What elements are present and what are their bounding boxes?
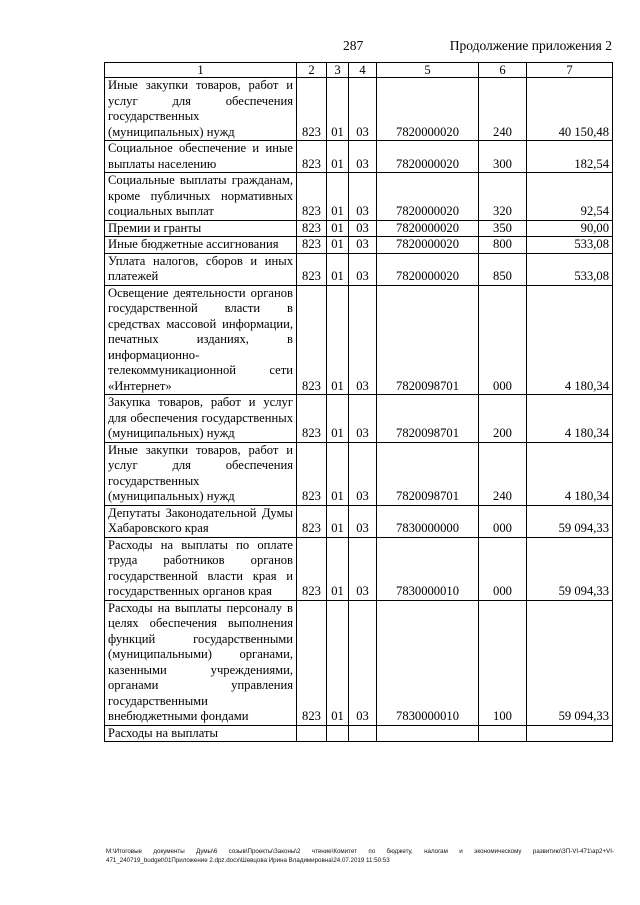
column-header: 6: [479, 63, 527, 78]
code-subsection: 03: [349, 237, 377, 254]
column-header: 5: [377, 63, 479, 78]
expense-item-name: Иные бюджетные ассигнования: [105, 237, 297, 254]
column-header: 1: [105, 63, 297, 78]
table-row: [105, 600, 613, 725]
expense-item-name: Уплата налогов, сборов и иных платежей: [105, 253, 297, 285]
code-section: 01: [327, 78, 349, 141]
code-target-article: 7820098701: [377, 395, 479, 443]
expense-item-name: Социальное обеспечение и иные выплаты населению: [105, 141, 297, 173]
code-grbs: 823: [297, 78, 327, 141]
amount: 92,54: [527, 173, 613, 221]
expense-item-name: Иные закупки товаров, работ и услуг для обеспечения государственных (муниципальных) нужд: [105, 78, 297, 141]
amount: 40 150,48: [527, 78, 613, 141]
table-row: [105, 253, 613, 285]
code-section: 01: [327, 141, 349, 173]
code-expense-type: 100: [479, 600, 527, 725]
budget-table: [104, 62, 613, 742]
table-row: [105, 537, 613, 600]
page-number: 287: [343, 38, 364, 53]
code-grbs: 823: [297, 141, 327, 173]
code-target-article: [377, 725, 479, 742]
code-expense-type: 320: [479, 173, 527, 221]
amount: 533,08: [527, 253, 613, 285]
code-target-article: 7830000010: [377, 600, 479, 725]
code-subsection: 03: [349, 220, 377, 237]
code-grbs: 823: [297, 220, 327, 237]
expense-item-name: Социальные выплаты гражданам, кроме публичных нормативных социальных выплат: [105, 173, 297, 221]
code-grbs: 823: [297, 173, 327, 221]
expense-item-name: Премии и гранты: [105, 220, 297, 237]
code-section: [327, 725, 349, 742]
code-target-article: 7820000020: [377, 220, 479, 237]
code-grbs: 823: [297, 505, 327, 537]
code-section: 01: [327, 285, 349, 395]
expense-item-name: Расходы на выплаты: [105, 725, 297, 742]
code-expense-type: 300: [479, 141, 527, 173]
code-subsection: 03: [349, 285, 377, 395]
amount: 4 180,34: [527, 395, 613, 443]
column-header: 4: [349, 63, 377, 78]
table-row: [105, 395, 613, 443]
expense-item-name: Депутаты Законодательной Думы Хабаровского края: [105, 505, 297, 537]
code-target-article: 7820098701: [377, 285, 479, 395]
table-row: [105, 442, 613, 505]
code-target-article: 7820000020: [377, 253, 479, 285]
code-subsection: 03: [349, 442, 377, 505]
amount: 533,08: [527, 237, 613, 254]
code-expense-type: 240: [479, 442, 527, 505]
table-row: [105, 725, 613, 742]
code-expense-type: 000: [479, 285, 527, 395]
code-subsection: 03: [349, 537, 377, 600]
table-row: [105, 505, 613, 537]
amount: [527, 725, 613, 742]
code-target-article: 7820000020: [377, 173, 479, 221]
code-section: 01: [327, 505, 349, 537]
column-header: 7: [527, 63, 613, 78]
table-row: [105, 285, 613, 395]
code-subsection: 03: [349, 395, 377, 443]
code-expense-type: 240: [479, 78, 527, 141]
amount: 59 094,33: [527, 537, 613, 600]
code-grbs: 823: [297, 253, 327, 285]
expense-item-name: Закупка товаров, работ и услуг для обеспечения государственных (муниципальных) нужд: [105, 395, 297, 443]
code-target-article: 7830000000: [377, 505, 479, 537]
amount: 4 180,34: [527, 285, 613, 395]
code-grbs: 823: [297, 600, 327, 725]
amount: 59 094,33: [527, 505, 613, 537]
column-header: 2: [297, 63, 327, 78]
column-header: 3: [327, 63, 349, 78]
document-path-footer: M:\Итоговые документы Думы\6 созыв\Проекты\Законы\2 чтение\Комитет по бюджету, налогам и экономическому развитию\ЗП-VI-471\ар2+VI-471_240719_budget\01Приложение 2.dpz.docx\Шевцова Ирина Владимировна\24.07.2019 11:50:53: [106, 848, 614, 864]
code-section: 01: [327, 537, 349, 600]
code-grbs: [297, 725, 327, 742]
code-expense-type: [479, 725, 527, 742]
code-section: 01: [327, 600, 349, 725]
code-section: 01: [327, 253, 349, 285]
code-subsection: 03: [349, 600, 377, 725]
code-subsection: 03: [349, 253, 377, 285]
code-target-article: 7820098701: [377, 442, 479, 505]
amount: 59 094,33: [527, 600, 613, 725]
code-subsection: 03: [349, 173, 377, 221]
code-subsection: 03: [349, 505, 377, 537]
table-row: [105, 78, 613, 141]
expense-item-name: Иные закупки товаров, работ и услуг для обеспечения государственных (муниципальных) нужд: [105, 442, 297, 505]
code-target-article: 7820000020: [377, 141, 479, 173]
code-grbs: 823: [297, 442, 327, 505]
table-header-row: [105, 63, 613, 78]
code-expense-type: 350: [479, 220, 527, 237]
code-expense-type: 000: [479, 505, 527, 537]
code-expense-type: 000: [479, 537, 527, 600]
code-target-article: 7830000010: [377, 537, 479, 600]
code-grbs: 823: [297, 395, 327, 443]
expense-item-name: Освещение деятельности органов государственной власти в средствах массовой информации, печатных изданиях, в информационно-телекоммуникационной сети «Интернет»: [105, 285, 297, 395]
expense-item-name: Расходы на выплаты персоналу в целях обеспечения выполнения функций государственными (муниципальными) органами, казенными учреждениями, органами управления государственными внебюджетными фондами: [105, 600, 297, 725]
code-grbs: 823: [297, 285, 327, 395]
code-section: 01: [327, 173, 349, 221]
amount: 182,54: [527, 141, 613, 173]
amount: 90,00: [527, 220, 613, 237]
code-target-article: 7820000020: [377, 237, 479, 254]
code-expense-type: 850: [479, 253, 527, 285]
code-section: 01: [327, 220, 349, 237]
amount: 4 180,34: [527, 442, 613, 505]
code-section: 01: [327, 442, 349, 505]
table-row: [105, 173, 613, 221]
code-section: 01: [327, 237, 349, 254]
code-subsection: 03: [349, 141, 377, 173]
table-row: [105, 220, 613, 237]
code-expense-type: 200: [479, 395, 527, 443]
code-section: 01: [327, 395, 349, 443]
code-grbs: 823: [297, 237, 327, 254]
code-expense-type: 800: [479, 237, 527, 254]
table-row: [105, 237, 613, 254]
table-row: [105, 141, 613, 173]
code-target-article: 7820000020: [377, 78, 479, 141]
expense-item-name: Расходы на выплаты по оплате труда работников органов государственной власти края и государственных органов края: [105, 537, 297, 600]
code-subsection: [349, 725, 377, 742]
code-subsection: 03: [349, 78, 377, 141]
code-grbs: 823: [297, 537, 327, 600]
continuation-label: Продолжение приложения 2: [449, 38, 612, 53]
